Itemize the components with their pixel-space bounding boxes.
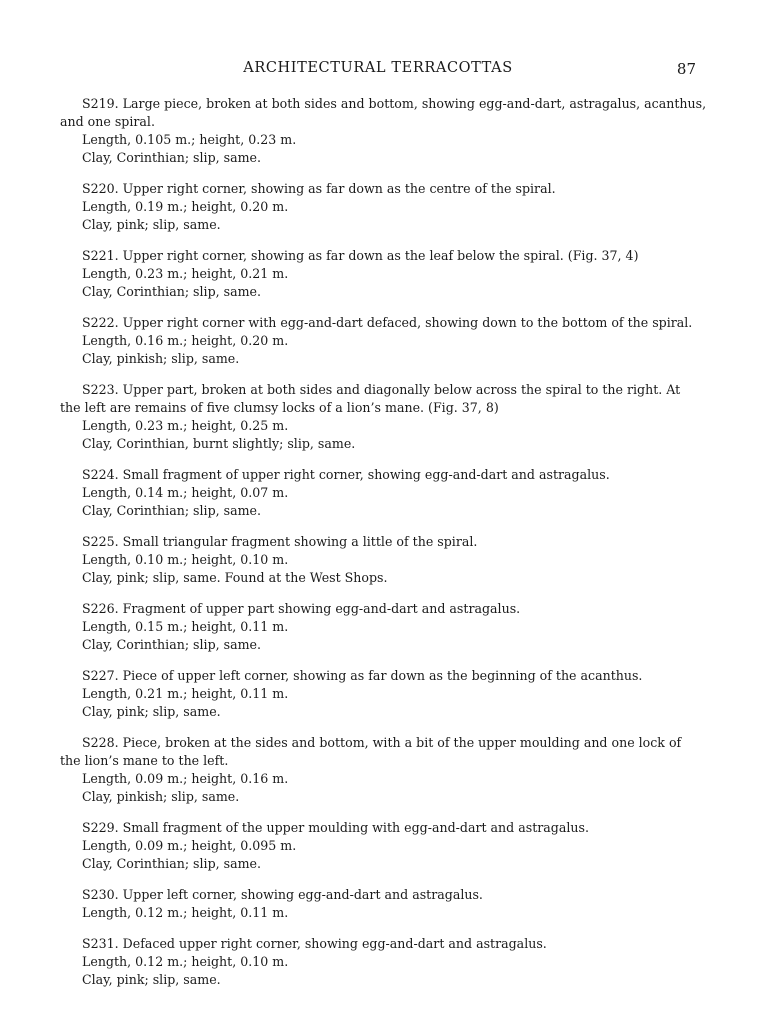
entry-description: S227. Piece of upper left corner, showing as far down as the beginning of the acanthus. [82, 668, 643, 683]
catalogue-entry-s231 [60, 935, 696, 989]
entry-description: S219. Large piece, broken at both sides and bottom, showing egg-and-dart, astragalus, acanthus, [82, 96, 707, 111]
catalogue-entry-s229 [60, 819, 696, 873]
entry-dimensions: Length, 0.19 m.; height, 0.20 m. [82, 199, 289, 214]
entry-description: S220. Upper right corner, showing as far down as the centre of the spiral. [82, 181, 556, 196]
entry-clay: Clay, pink; slip, same. [82, 217, 221, 232]
entry-dimensions: Length, 0.21 m.; height, 0.11 m. [82, 686, 289, 701]
entry-clay: Clay, Corinthian; slip, same. [82, 284, 262, 299]
entry-clay: Clay, Corinthian, burnt slightly; slip, same. [82, 436, 356, 451]
entry-description: S230. Upper left corner, showing egg-and-dart and astragalus. [82, 887, 483, 902]
catalogue-entry-s230 [60, 886, 696, 922]
entry-clay: Clay, Corinthian; slip, same. [82, 503, 262, 518]
entry-dimensions: Length, 0.09 m.; height, 0.095 m. [82, 838, 297, 853]
entry-clay: Clay, pink; slip, same. [82, 972, 221, 987]
catalogue-entry-s226 [60, 600, 696, 654]
catalogue-entry-s220 [60, 180, 696, 234]
catalogue-entries [60, 95, 707, 1002]
entry-description-continued: the left are remains of five clumsy locks of a lion’s mane. (Fig. 37, 8) [60, 400, 499, 415]
entry-description: S231. Defaced upper right corner, showing egg-and-dart and astragalus. [82, 936, 547, 951]
entry-dimensions: Length, 0.10 m.; height, 0.10 m. [82, 552, 289, 567]
entry-clay: Clay, pinkish; slip, same. [82, 789, 240, 804]
entry-description: S226. Fragment of upper part showing egg-and-dart and astragalus. [82, 601, 521, 616]
entry-description-continued: and one spiral. [60, 114, 155, 129]
running-head-title: ARCHITECTURAL TERRACOTTAS [243, 60, 513, 76]
entry-dimensions: Length, 0.12 m.; height, 0.11 m. [82, 905, 289, 920]
entry-description-continued: the lion’s mane to the left. [60, 753, 229, 768]
entry-description: S224. Small fragment of upper right corner, showing egg-and-dart and astragalus. [82, 467, 610, 482]
entry-dimensions: Length, 0.105 m.; height, 0.23 m. [82, 132, 297, 147]
entry-dimensions: Length, 0.09 m.; height, 0.16 m. [82, 771, 289, 786]
catalogue-entry-s219 [60, 95, 707, 167]
entry-description: S222. Upper right corner with egg-and-dart defaced, showing down to the bottom of the spiral. [82, 315, 693, 330]
page-number: 87 [676, 60, 696, 78]
entry-description: S229. Small fragment of the upper moulding with egg-and-dart and astragalus. [82, 820, 589, 835]
entry-dimensions: Length, 0.16 m.; height, 0.20 m. [82, 333, 289, 348]
entry-dimensions: Length, 0.23 m.; height, 0.25 m. [82, 418, 289, 433]
catalogue-entry-s227 [60, 667, 696, 721]
catalogue-entry-s221 [60, 247, 696, 301]
entry-clay: Clay, Corinthian; slip, same. [82, 856, 262, 871]
catalogue-entry-s228 [60, 734, 696, 806]
entry-description: S225. Small triangular fragment showing a little of the spiral. [82, 534, 478, 549]
entry-clay: Clay, pink; slip, same. Found at the West Shops. [82, 570, 388, 585]
entry-dimensions: Length, 0.12 m.; height, 0.10 m. [82, 954, 289, 969]
catalogue-entry-s222 [60, 314, 696, 368]
entry-dimensions: Length, 0.23 m.; height, 0.21 m. [82, 266, 289, 281]
entry-description: S228. Piece, broken at the sides and bottom, with a bit of the upper moulding and one lock of [82, 735, 682, 750]
entry-dimensions: Length, 0.14 m.; height, 0.07 m. [82, 485, 289, 500]
entry-clay: Clay, pinkish; slip, same. [82, 351, 240, 366]
entry-clay: Clay, Corinthian; slip, same. [82, 150, 262, 165]
catalogue-entry-s224 [60, 466, 696, 520]
catalogue-entry-s223 [60, 381, 696, 453]
entry-clay: Clay, Corinthian; slip, same. [82, 637, 262, 652]
entry-description: S221. Upper right corner, showing as far down as the leaf below the spiral. (Fig. 37, 4) [82, 248, 639, 263]
entry-clay: Clay, pink; slip, same. [82, 704, 221, 719]
entry-description: S223. Upper part, broken at both sides and diagonally below across the spiral to the right. At [82, 382, 681, 397]
running-head [60, 60, 696, 82]
catalogue-entry-s225 [60, 533, 696, 587]
entry-dimensions: Length, 0.15 m.; height, 0.11 m. [82, 619, 289, 634]
